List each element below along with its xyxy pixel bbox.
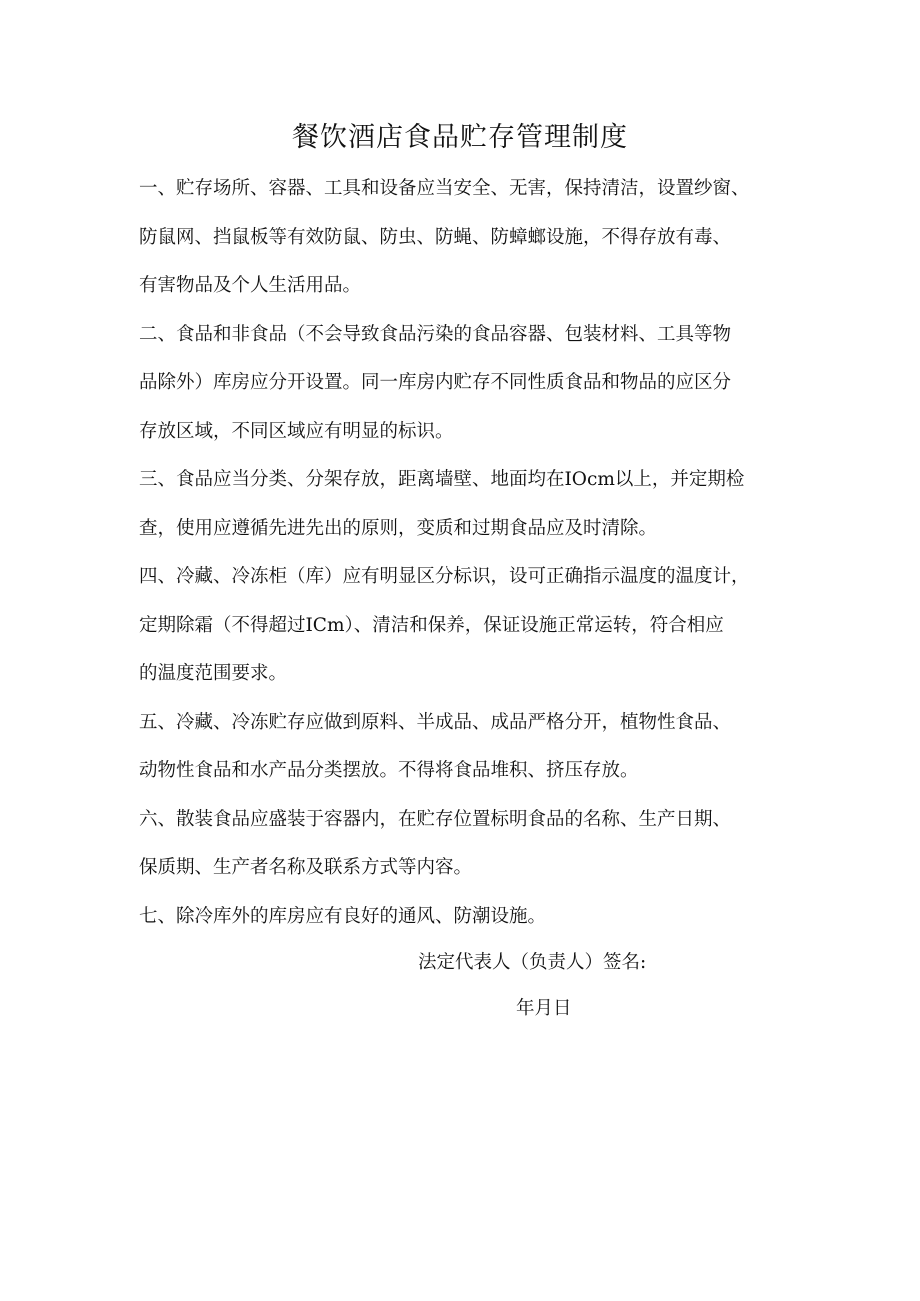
document-title: 餐饮酒店食品贮存管理制度 — [292, 122, 628, 153]
body-line: 二、食品和非食品（不会导致食品污染的食品容器、包装材料、工具等物 — [139, 323, 732, 345]
body-line: 品除外）库房应分开设置。同一库房内贮存不同性质食品和物品的应区分 — [139, 372, 732, 393]
body-line: 的温度范围要求。 — [139, 663, 288, 684]
body-line: 五、冷藏、冷冻贮存应做到原料、半成品、成品严格分开，植物性食品、 — [139, 711, 732, 733]
body-line: 六、散装食品应盛装于容器内，在贮存位置标明食品的名称、生产日期、 — [139, 808, 732, 830]
body-line: 防鼠网、挡鼠板等有效防鼠、防虫、防蝇、防蟑螂设施，不得存放有毒、 — [139, 226, 732, 248]
body-line: 四、冷藏、冷冻柜（库）应有明显区分标识，设可正确指示温度的温度计， — [139, 566, 750, 587]
body-line: 三、食品应当分类、分架存放，距离墙壁、地面均在IOcm以上，并定期检 — [139, 469, 745, 490]
body-line: 七、除冷库外的库房应有良好的通风、防潮设施。 — [139, 905, 547, 927]
body-line: 有害物品及个人生活用品。 — [139, 275, 362, 296]
body-line: 保质期、生产者名称及联系方式等内容。 — [139, 857, 473, 878]
date-label: 年月日 — [516, 998, 572, 1019]
body-line: 查，使用应遵循先进先出的原则，变质和过期食品应及时清除。 — [139, 517, 658, 539]
document-body — [139, 165, 799, 941]
body-line: 动物性食品和水产品分类摆放。不得将食品堆积、挤压存放。 — [139, 760, 639, 781]
signature-label: 法定代表人（负责人）签名: — [418, 952, 647, 973]
body-line: 一、贮存场所、容器、工具和设备应当安全、无害，保持清洁，设置纱窗、 — [139, 178, 750, 199]
body-line: 存放区域，不同区域应有明显的标识。 — [139, 420, 454, 442]
body-line: 定期除霜（不得超过ICm）、清洁和保养，保证设施正常运转，符合相应 — [139, 614, 724, 636]
